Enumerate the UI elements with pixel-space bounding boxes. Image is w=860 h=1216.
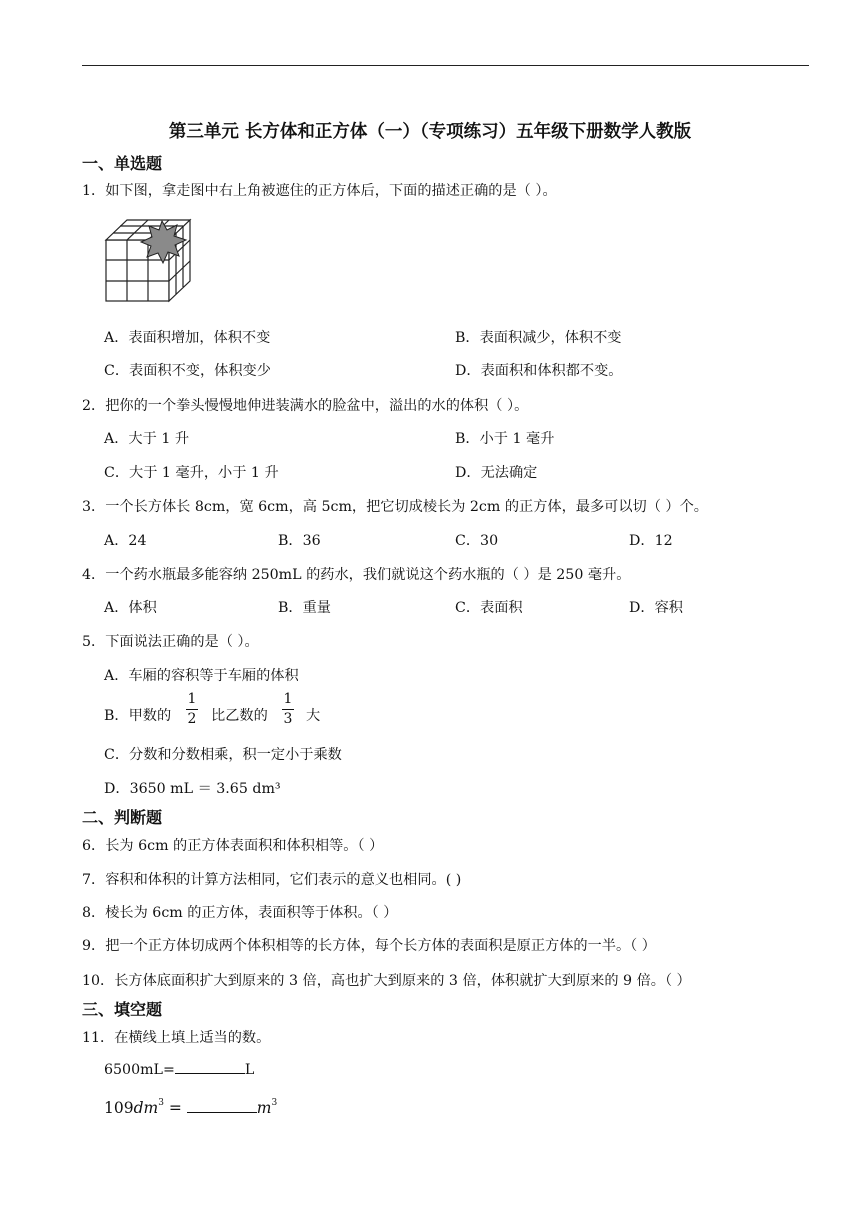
q5-option-d[interactable]: D．3650 mL ＝ 3.65 dm³ <box>104 781 281 797</box>
question-9: 9．把一个正方体切成两个体积相等的长方体，每个长方体的表面积是原正方体的一半。（ ） <box>82 938 656 954</box>
q4-option-a[interactable]: A．体积 <box>104 600 157 616</box>
header-rule <box>82 65 809 66</box>
fill-line-1 <box>104 1060 254 1078</box>
fill-line-1-prefix: 6500mL= <box>104 1062 175 1078</box>
q1-option-d[interactable]: D．表面积和体积都不变。 <box>455 363 623 379</box>
question-5-stem: 5．下面说法正确的是（ ）。 <box>82 634 259 650</box>
question-2-stem: 2．把你的一个拳头慢慢地伸进装满水的脸盆中，溢出的水的体积（ ）。 <box>82 398 529 414</box>
q3-option-b[interactable]: B．36 <box>278 533 321 549</box>
question-11-stem: 11．在横线上填上适当的数。 <box>82 1030 271 1046</box>
q5-option-b-middle: 比乙数的 <box>211 708 268 724</box>
q1-option-b[interactable]: B．表面积减少，体积不变 <box>455 330 622 346</box>
question-3-stem: 3．一个长方体长 8cm，宽 6cm，高 5cm，把它切成棱长为 2cm 的正方体，最多可以切（ ）个。 <box>82 499 708 515</box>
q2-option-a[interactable]: A．大于 1 升 <box>104 431 190 447</box>
q5-option-a[interactable]: A．车厢的容积等于车厢的体积 <box>104 668 299 684</box>
q1-option-a[interactable]: A．表面积增加，体积不变 <box>104 330 271 346</box>
question-6: 6．长为 6cm 的正方体表面积和体积相等。（ ） <box>82 838 384 854</box>
q3-option-d[interactable]: D．12 <box>629 533 673 549</box>
question-7: 7．容积和体积的计算方法相同，它们表示的意义也相同。( ) <box>82 872 462 888</box>
section-heading-single-choice: 一、单选题 <box>82 154 163 173</box>
question-10: 10．长方体底面积扩大到原来的 3 倍，高也扩大到原来的 3 倍，体积就扩大到原来的 9 倍。（ ） <box>82 973 691 989</box>
unit-dm: dm <box>133 1099 159 1117</box>
section-heading-fill-blank: 三、填空题 <box>82 1000 163 1019</box>
page-title: 第三单元 长方体和正方体（一）（专项练习）五年级下册数学人教版 <box>168 122 692 142</box>
equals-sign: = <box>163 1099 187 1117</box>
q2-option-c[interactable]: C．大于 1 毫升，小于 1 升 <box>104 465 279 481</box>
question-8: 8．棱长为 6cm 的正方体，表面积等于体积。（ ） <box>82 905 398 921</box>
fraction-denominator: 3 <box>283 711 293 727</box>
question-1-stem: 1．如下图，拿走图中右上角被遮住的正方体后，下面的描述正确的是（ ）。 <box>82 183 557 199</box>
cube-stack-figure <box>104 216 196 304</box>
unit-m: m <box>256 1099 272 1117</box>
q5-option-b-prefix: B．甲数的 <box>104 708 172 724</box>
fill-line-1-unit: L <box>244 1062 255 1078</box>
fraction-denominator: 2 <box>187 711 197 727</box>
fill-line-2 <box>104 1098 277 1117</box>
q2-option-d[interactable]: D．无法确定 <box>455 465 538 481</box>
fraction-numerator: 1 <box>283 691 293 707</box>
fraction-one-half <box>186 691 198 728</box>
question-4-stem: 4．一个药水瓶最多能容纳 250mL 的药水，我们就说这个药水瓶的（ ）是 250 毫升。 <box>82 567 631 583</box>
fraction-numerator: 1 <box>187 691 197 707</box>
exponent: 3 <box>271 1098 278 1108</box>
answer-blank-2[interactable] <box>187 1099 257 1113</box>
q2-option-b[interactable]: B．小于 1 毫升 <box>455 431 555 447</box>
section-heading-judgement: 二、判断题 <box>82 808 163 827</box>
q4-option-d[interactable]: D．容积 <box>629 600 683 616</box>
q3-option-c[interactable]: C．30 <box>455 533 499 549</box>
q3-option-a[interactable]: A．24 <box>104 533 147 549</box>
q4-option-c[interactable]: C．表面积 <box>455 600 523 616</box>
q4-option-b[interactable]: B．重量 <box>278 600 331 616</box>
q5-option-b-suffix: 大 <box>306 708 321 724</box>
exponent: 3 <box>158 1098 164 1108</box>
fraction-one-third <box>282 691 294 728</box>
fill-line-2-number: 109 <box>104 1099 134 1117</box>
q1-option-c[interactable]: C．表面积不变，体积变少 <box>104 363 271 379</box>
answer-blank-1[interactable] <box>175 1060 245 1074</box>
q5-option-c[interactable]: C．分数和分数相乘，积一定小于乘数 <box>104 747 342 763</box>
